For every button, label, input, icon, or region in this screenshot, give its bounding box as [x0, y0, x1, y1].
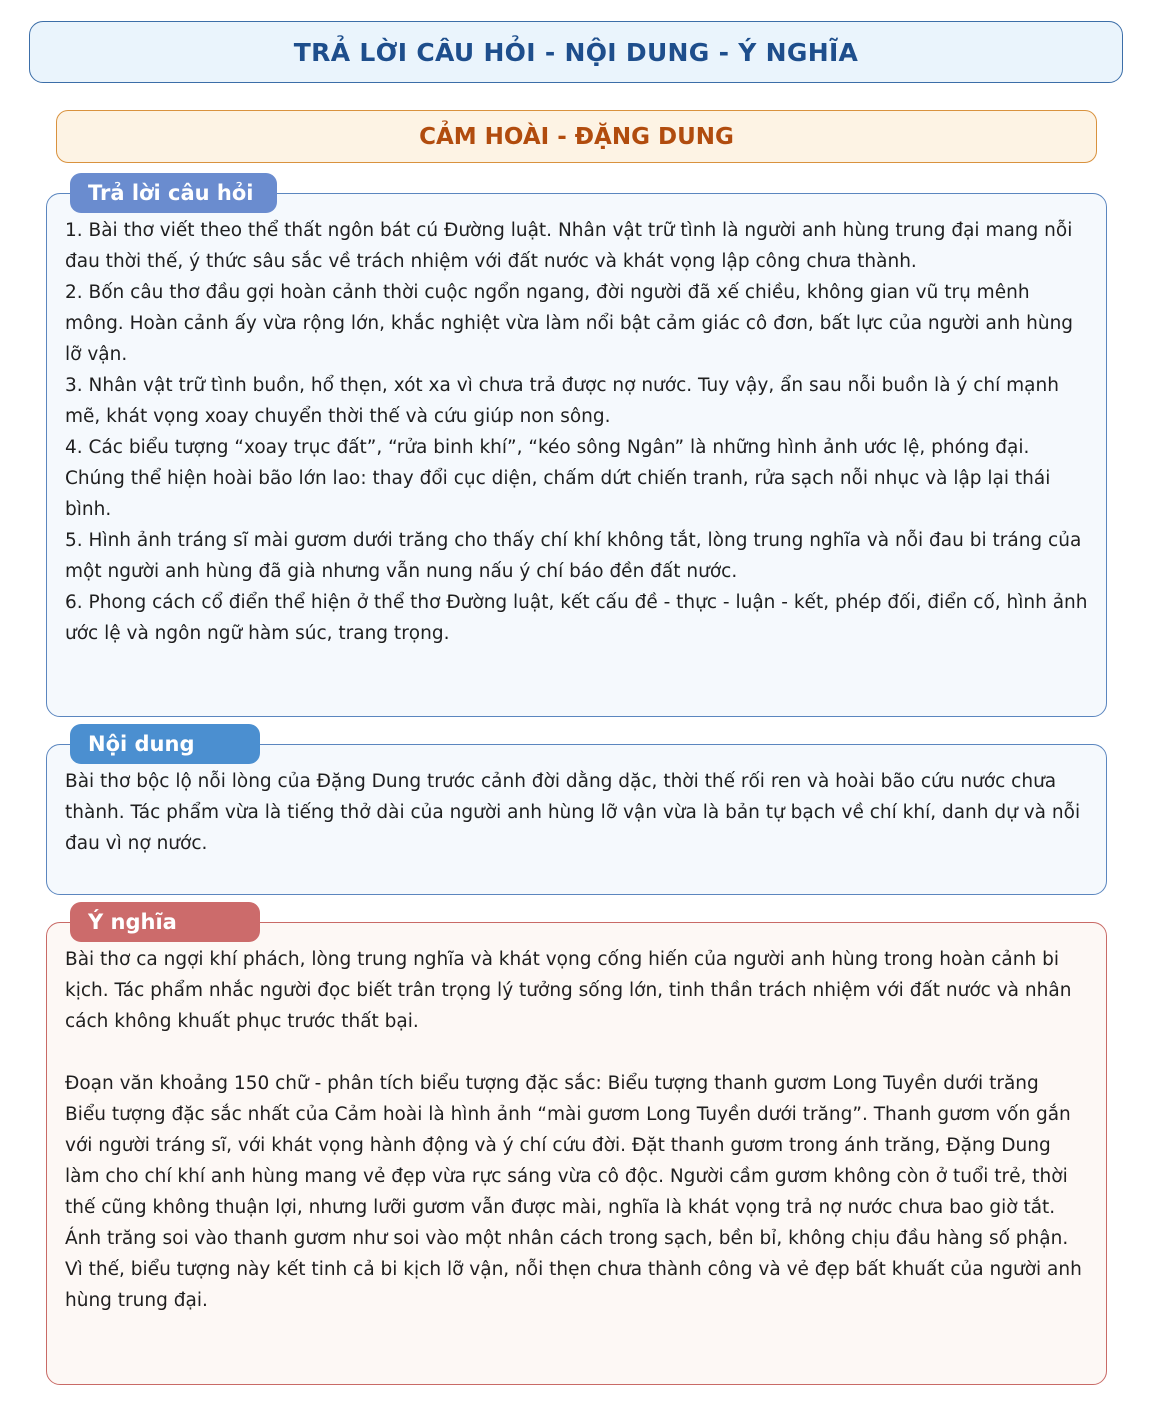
content-section-label: Nội dung	[70, 724, 260, 764]
main-title-banner	[29, 21, 1123, 83]
meaning-text: Bài thơ ca ngợi khí phách, lòng trung nghĩa và khát vọng cống hiến của người anh hùng trong hoàn cảnh bi kịch. Tác phẩm nhắc người đọc biết trân trọng lý tưởng sống lớn, tinh thần trách nhiệm với đất nước và nhân cách không khuất phục trước thất bại.	[65, 949, 1072, 1032]
poem-title: CẢM HOÀI - ĐẶNG DUNG	[419, 123, 734, 150]
paragraph-gap	[65, 1037, 1088, 1068]
answer-item-2: 2. Bốn câu thơ đầu gợi hoàn cảnh thời cuộc ngổn ngang, đời người đã xế chiều, không gian vũ trụ mênh mông. Hoàn cảnh ấy vừa rộng lớn, khắc nghiệt vừa làm nổi bật cảm giác cô đơn, bất lực của người anh hùng lỡ vận.	[65, 282, 1074, 365]
main-title: TRẢ LỜI CÂU HỎI - NỘI DUNG - Ý NGHĨA	[293, 37, 859, 67]
meaning-section-label: Ý nghĩa	[70, 902, 260, 942]
essay-text: Biểu tượng đặc sắc nhất của Cảm hoài là hình ảnh “mài gươm Long Tuyền dưới trăng”. Thanh gươm vốn gắn với người tráng sĩ, với khát vọng hành động và ý chí cứu đời. Đặt thanh gươm trong ánh trăng, Đặng Dung làm cho chí khí anh hùng mang vẻ đẹp vừa rực sáng vừa cô độc. Người cầm gươm không còn ở tuổi trẻ, thời thế cũng không thuận lợi, nhưng lưỡi gươm vẫn được mài, nghĩa là khát vọng trả nợ nước chưa bao giờ tắt. Ánh trăng soi vào thanh gươm như soi vào một nhân cách trong sạch, bền bỉ, không chịu đầu hàng số phận. Vì thế, biểu tượng này kết tinh cả bi kịch lỡ vận, nỗi thẹn chưa thành công và vẻ đẹp bất khuất của người anh hùng trung đại.	[65, 1104, 1082, 1311]
answers-section	[46, 193, 1107, 717]
answers-section-label: Trả lời câu hỏi	[70, 173, 277, 213]
content-text: Bài thơ bộc lộ nỗi lòng của Đặng Dung trước cảnh đời dằng dặc, thời thế rối ren và hoài bão cứu nước chưa thành. Tác phẩm vừa là tiếng thở dài của người anh hùng lỡ vận vừa là bản tự bạch về chí khí, danh dự và nỗi đau vì nợ nước.	[65, 771, 1081, 854]
essay-heading: Đoạn văn khoảng 150 chữ - phân tích biểu tượng đặc sắc: Biểu tượng thanh gươm Long Tuyền dưới trăng	[65, 1073, 1039, 1094]
answer-item-4: 4. Các biểu tượng “xoay trục đất”, “rửa binh khí”, “kéo sông Ngân” là những hình ảnh ước lệ, phóng đại. Chúng thể hiện hoài bão lớn lao: thay đổi cục diện, chấm dứt chiến tranh, rửa sạch nỗi nhục và lập lại thái bình.	[65, 437, 1051, 520]
answer-item-3: 3. Nhân vật trữ tình buồn, hổ thẹn, xót xa vì chưa trả được nợ nước. Tuy vậy, ẩn sau nỗi buồn là ý chí mạnh mẽ, khát vọng xoay chuyển thời thế và cứu giúp non sông.	[65, 375, 1059, 427]
meaning-section	[46, 922, 1107, 1385]
answer-item-6: 6. Phong cách cổ điển thể hiện ở thể thơ Đường luật, kết cấu đề - thực - luận - kết, phép đối, điển cố, hình ảnh ước lệ và ngôn ngữ hàm súc, trang trọng.	[65, 592, 1088, 644]
answer-item-5: 5. Hình ảnh tráng sĩ mài gươm dưới trăng cho thấy chí khí không tắt, lòng trung nghĩa và nỗi đau bi tráng của một người anh hùng đã già nhưng vẫn nung nấu ý chí báo đền đất nước.	[65, 530, 1082, 582]
answer-item-1: 1. Bài thơ viết theo thể thất ngôn bát cú Đường luật. Nhân vật trữ tình là người anh hùng trung đại mang nỗi đau thời thế, ý thức sâu sắc về trách nhiệm với đất nước và khát vọng lập công chưa thành.	[65, 220, 1073, 272]
content-section	[46, 744, 1107, 895]
poem-title-banner	[56, 110, 1097, 163]
